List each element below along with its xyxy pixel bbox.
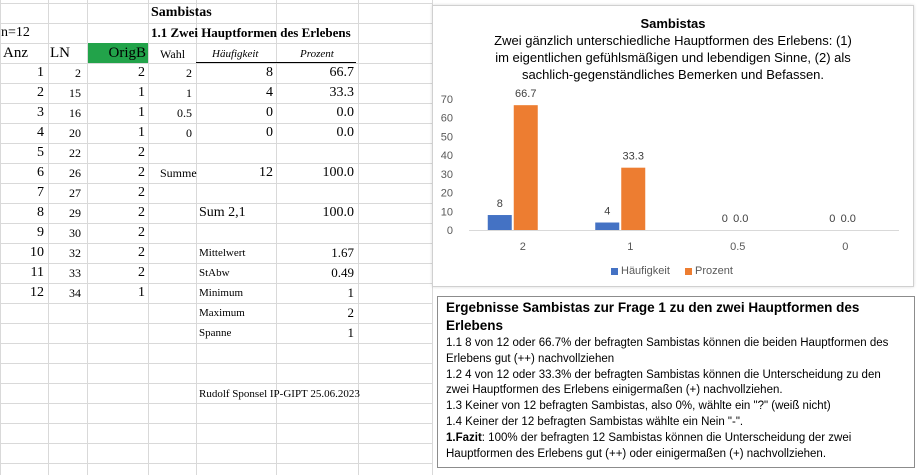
x-tick-label: 0 (842, 241, 849, 253)
bar-prozent-2 (514, 105, 538, 230)
cell-prozent: 0.0 (336, 105, 354, 120)
legend-label-haeufigkeit: Häufigkeit (621, 265, 670, 277)
fazit-text: : 100% der befragten 12 Sambistas können die Unterscheidung der zwei Hauptformen des Erlebens gut (++) oder einigermaßen (+) nachvollziehen. (446, 431, 852, 460)
cell-origb: 1 (138, 105, 145, 120)
stat-value: 0.49 (331, 265, 354, 280)
grid-row-line (0, 363, 432, 364)
chart-subtitle-3: sachlich-gegenständliches Bemerken und Befassen. (521, 67, 825, 82)
header-anz: Anz (3, 45, 28, 61)
cell-origb: 1 (138, 85, 145, 100)
summe-label: Summe (160, 166, 197, 180)
y-tick-label: 10 (440, 206, 453, 219)
legend-item-haeufigkeit (611, 265, 670, 277)
cell-haeufigkeit: 0 (266, 105, 273, 120)
header-origb: OrigB (88, 43, 148, 63)
stat-value: 2 (347, 305, 354, 320)
cell-ln: 22 (69, 146, 81, 160)
cell-ln: 26 (69, 166, 81, 180)
cell-origb: 2 (138, 65, 145, 80)
cell-ln: 30 (69, 226, 81, 240)
legend-swatch-prozent (685, 268, 692, 275)
cell-anz: 6 (37, 165, 44, 180)
data-label: 0 (829, 213, 836, 225)
results-p3: 1.3 Keiner von 12 befragten Sambistas, also 0%, wählte ein "?" (weiß nicht) (446, 400, 831, 413)
data-label: 8 (496, 198, 503, 211)
cell-ln: 29 (69, 206, 81, 220)
cell-anz: 4 (37, 125, 44, 140)
grid-row-line (0, 343, 432, 344)
stat-value: 1.67 (331, 245, 354, 260)
cell-ln: 15 (69, 86, 81, 100)
summe-prozent: 100.0 (322, 165, 354, 180)
legend-swatch-haeufigkeit (611, 268, 618, 275)
sheet-title: Sambistas (151, 5, 212, 20)
cell-origb: 1 (138, 285, 145, 300)
cell-origb: 2 (138, 225, 145, 240)
y-tick-label: 40 (440, 150, 453, 163)
stat-label: Maximum (199, 307, 245, 319)
cell-origb: 2 (138, 185, 145, 200)
y-tick-label: 30 (440, 168, 453, 181)
y-tick-label: 60 (440, 112, 453, 125)
results-p1: 1.1 8 von 12 oder 66.7% der befragten Sambistas können die beiden Hauptformen des Erlebens gut (++) nachvollziehen (446, 337, 889, 365)
cell-anz: 2 (37, 85, 44, 100)
fazit-label: 1.Fazit (446, 431, 482, 444)
cell-ln: 27 (69, 186, 81, 200)
header-wahl: Wahl (160, 47, 186, 61)
x-tick-label: 0.5 (730, 241, 746, 253)
cell-anz: 9 (37, 225, 44, 240)
header-haeufigkeit: Häufigkeit (212, 48, 259, 60)
results-p4: 1.4 Keiner der 12 befragten Sambistas wählte ein Nein "-". (446, 415, 744, 428)
grid-row-line (0, 443, 432, 444)
grid-row-line (0, 463, 432, 464)
cell-wahl: 1 (186, 86, 192, 100)
cell-ln: 20 (69, 126, 81, 140)
author-note: Rudolf Sponsel IP-GIPT 25.06.2023 (199, 388, 360, 400)
cell-origb: 2 (138, 245, 145, 260)
data-label: 33.3 (622, 150, 644, 163)
stat-value: 1 (347, 325, 354, 340)
results-textbox[interactable] (437, 296, 915, 468)
bar-haeufigkeit-2 (488, 215, 512, 230)
cell-origb: 2 (138, 145, 145, 160)
cell-wahl: 2 (186, 66, 192, 80)
results-fazit (446, 431, 906, 463)
header-prozent: Prozent (300, 48, 334, 60)
summe-haeufigkeit: 12 (259, 165, 273, 180)
cell-wahl: 0.5 (177, 106, 192, 120)
chart-subtitle-2: im eigentlichen gefühlsmäßigen und lebendigen Sinne, (2) als (495, 50, 851, 65)
cell-anz: 10 (30, 245, 44, 260)
cell-origb: 1 (138, 125, 145, 140)
stat-label: StAbw (199, 267, 230, 279)
cell-anz: 5 (37, 145, 44, 160)
data-label: 0 (721, 213, 728, 225)
data-label: 0.0 (733, 213, 749, 225)
grid-row-line (0, 3, 432, 4)
stat-label: Mittelwert (199, 247, 246, 259)
chart-subtitle-1: Zwei gänzlich unterschiedliche Hauptformen des Erlebens: (1) (494, 33, 852, 48)
x-tick-label: 2 (519, 241, 526, 253)
y-tick-label: 50 (440, 131, 453, 144)
stat-value: 1 (347, 285, 354, 300)
chart-title: Sambistas (640, 16, 706, 31)
cell-origb: 2 (138, 265, 145, 280)
cell-prozent: 0.0 (336, 125, 354, 140)
cell-prozent: 33.3 (329, 85, 354, 100)
x-tick-label: 1 (627, 241, 634, 253)
y-tick-label: 70 (440, 94, 453, 106)
cell-ln: 34 (69, 286, 81, 300)
cell-ln: 32 (69, 246, 81, 260)
cell-origb: 2 (138, 205, 145, 220)
results-p2: 1.2 4 von 12 oder 33.3% der befragten Sambistas können die Unterscheidung zu den zwei Hauptformen des Erlebens einigermaßen (+) nachvollziehen. (446, 368, 881, 397)
bar-prozent-1 (621, 168, 645, 230)
cell-wahl: 0 (186, 126, 192, 140)
bar-chart (433, 6, 913, 286)
data-label: 4 (604, 205, 611, 218)
cell-anz: 1 (37, 65, 44, 80)
legend-label-prozent: Prozent (695, 265, 733, 277)
cell-anz: 3 (37, 105, 44, 120)
n-label: n=12 (1, 25, 30, 40)
header-ln: LN (50, 45, 70, 61)
y-tick-label: 0 (446, 225, 453, 237)
cell-haeufigkeit: 8 (266, 65, 273, 80)
stat-label: Minimum (199, 287, 244, 299)
cell-ln: 2 (75, 66, 81, 80)
cell-origb: 2 (138, 165, 145, 180)
stat-label: Spanne (199, 327, 232, 339)
chart-panel[interactable] (432, 5, 914, 287)
grid-row-line (0, 423, 432, 424)
cell-prozent: 66.7 (329, 65, 354, 80)
cell-haeufigkeit: 0 (266, 125, 273, 140)
cell-anz: 8 (37, 205, 44, 220)
sheet-subtitle: 1.1 Zwei Hauptformen des Erlebens (151, 25, 351, 40)
cell-anz: 12 (30, 285, 44, 300)
cell-anz: 7 (37, 185, 44, 200)
legend-item-prozent (685, 265, 733, 277)
cell-anz: 11 (30, 265, 44, 280)
data-label: 66.7 (515, 88, 537, 101)
sum21-value: 100.0 (322, 205, 354, 220)
results-heading: Ergebnisse Sambistas zur Frage 1 zu den zwei Hauptformen des Erlebens (446, 300, 860, 333)
y-tick-label: 20 (440, 187, 453, 200)
cell-haeufigkeit: 4 (266, 85, 273, 100)
cell-ln: 16 (69, 106, 81, 120)
data-label: 0.0 (840, 213, 856, 225)
bar-haeufigkeit-1 (595, 223, 619, 230)
cell-ln: 33 (69, 266, 81, 280)
sum21-label: Sum 2,1 (199, 205, 246, 220)
